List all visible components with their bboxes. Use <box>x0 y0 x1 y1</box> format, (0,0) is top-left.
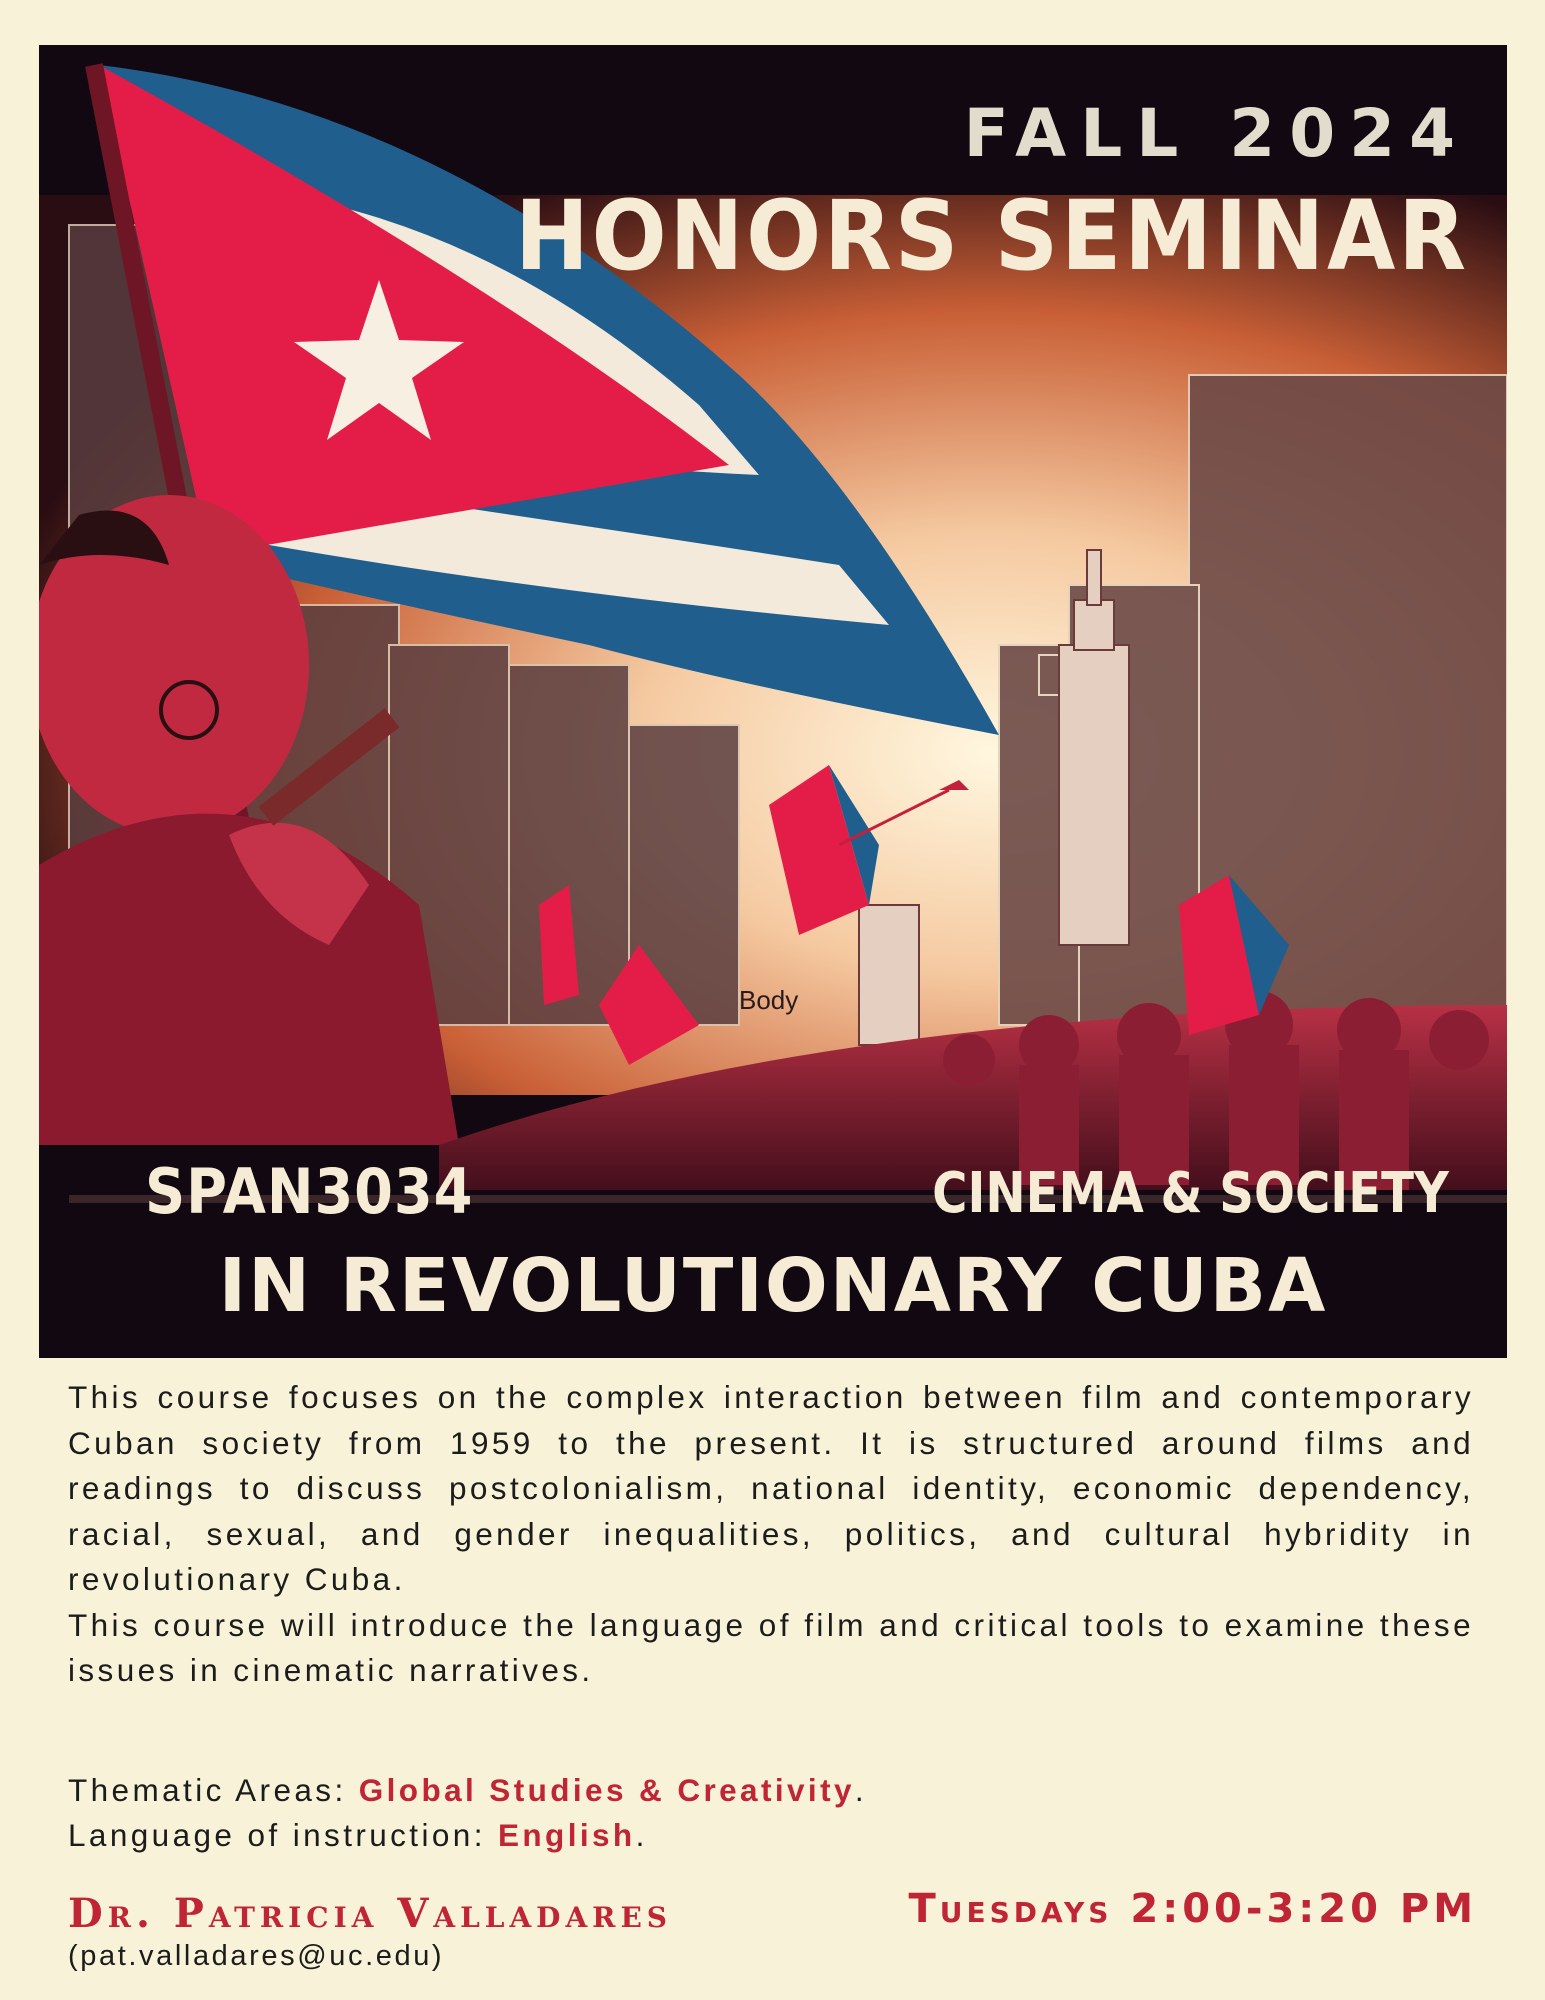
language-label: Language of instruction: <box>68 1817 498 1853</box>
course-code: SPAN3034 <box>145 1155 474 1228</box>
language-line <box>68 1813 867 1858</box>
seminar-title: HONORS SEMINAR <box>515 180 1469 292</box>
course-details <box>68 1768 867 1858</box>
thematic-areas-label: Thematic Areas: <box>68 1772 359 1808</box>
thematic-areas-line <box>68 1768 867 1813</box>
language-value: English <box>498 1817 636 1853</box>
instructor-email[interactable]: (pat.valladares@uc.edu) <box>68 1940 445 1972</box>
period: . <box>635 1817 648 1853</box>
class-schedule: Tuesdays 2:00-3:20 PM <box>908 1886 1477 1932</box>
course-title-line2: IN REVOLUTIONARY CUBA <box>218 1243 1328 1329</box>
course-title-line1: CINEMA & SOCIETY <box>932 1161 1449 1226</box>
description-paragraph-2: This course will introduce the language of film and critical tools to examine these issues in cinematic narratives. <box>68 1606 1474 1688</box>
term-title: FALL 2024 <box>963 95 1469 172</box>
thematic-areas-value: Global Studies & Creativity <box>358 1772 855 1808</box>
description-paragraph-1: This course focuses on the complex interaction between film and contemporary Cuban society from 1959 to the present. It is structured around films and readings to discuss postcolonialism, national identity, economic dependency, racial, sexual, and gender inequalities, politics, and cultural hybridity in revolutionary Cuba. <box>68 1379 1474 1597</box>
period: . <box>854 1772 868 1808</box>
instructor-name: Dr. Patricia Valladares <box>68 1890 673 1937</box>
image-tag: Body <box>739 985 799 1015</box>
course-description <box>68 1375 1474 1694</box>
poster-image <box>39 45 1507 1358</box>
